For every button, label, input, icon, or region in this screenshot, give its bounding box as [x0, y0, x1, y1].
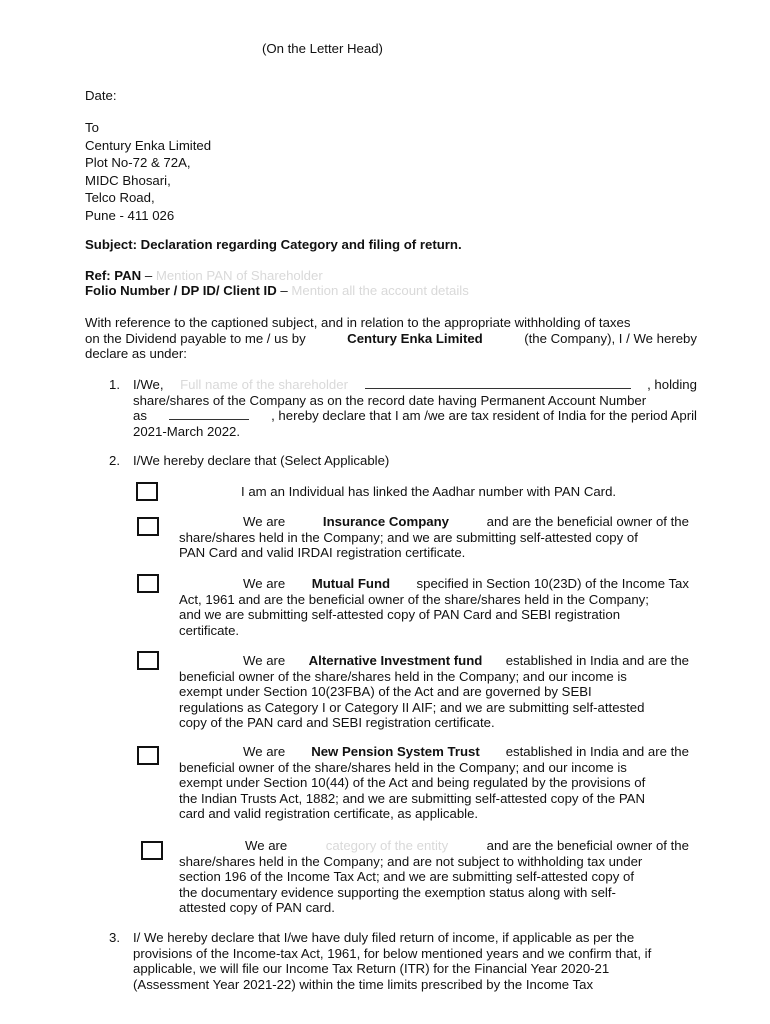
folio-placeholder-field[interactable]: Mention all the account details	[291, 283, 469, 298]
entity-category-field[interactable]: category of the entity	[325, 838, 449, 853]
letterhead-note: (On the Letter Head)	[262, 41, 383, 56]
intro-line-3: declare as under:	[85, 346, 187, 361]
date-label: Date:	[85, 88, 117, 103]
other-entity-checkbox[interactable]	[141, 841, 163, 860]
shareholder-name-underline	[365, 377, 631, 389]
intro-line-1: With reference to the captioned subject, and in relation to the appropriate withholding of taxes	[85, 315, 631, 330]
intro-paragraph: With reference to the captioned subject, and in relation to the appropriate withholding of taxes on the Dividend payable to me / us by Century Enka Limited (the Company), I / We hereby declare as under:	[85, 315, 697, 361]
address-to: To	[85, 120, 99, 135]
pan-placeholder-field[interactable]: Mention PAN of Shareholder	[155, 268, 323, 283]
ref-folio-label: Folio Number / DP ID/ Client ID	[85, 283, 277, 298]
address-plot: Plot No-72 & 72A,	[85, 155, 191, 171]
alternative-investment-fund-checkbox[interactable]	[137, 651, 159, 670]
individual-checkbox[interactable]	[136, 482, 158, 501]
address-company: Century Enka Limited	[85, 137, 212, 153]
ref-folio-line	[85, 283, 469, 299]
option-other-entity-paragraph: We are category of the entity and are the beneficial owner of the share/shares held in the Company; and are not subject to withholding tax under section 196 of the Income Tax Act; and we are submitting self-attested copy of the documentary evidence supporting the exemption status along with self- attested copy of PAN card.	[179, 838, 689, 915]
address-midc: MIDC Bhosari,	[85, 172, 171, 188]
address-road: Telco Road,	[85, 190, 155, 206]
company-name-bold: Century Enka Limited	[347, 330, 483, 346]
insurance-company-checkbox[interactable]	[137, 517, 159, 536]
ref-pan-dash: –	[141, 268, 156, 283]
item3-number: 3.	[109, 930, 120, 945]
item2-text: I/We hereby declare that (Select Applicable)	[133, 453, 390, 468]
pan-number-blank[interactable]	[169, 408, 249, 420]
address-block	[85, 119, 211, 225]
option-individual-text: I am an Individual has linked the Aadhar number with PAN Card.	[241, 484, 617, 499]
ref-pan-line	[85, 268, 323, 284]
ref-folio-dash: –	[276, 283, 292, 298]
mutual-fund-checkbox[interactable]	[137, 574, 159, 593]
option-insurance-paragraph: We are Insurance Company and are the beneficial owner of the share/shares held in the Company; and we are submitting self-attested copy of PAN Card and valid IRDAI registration certificate.	[179, 514, 689, 560]
option-nps-paragraph: We are New Pension System Trust established in India and are the beneficial owner of the share/shares held in the Company; and our income is exempt under Section 10(44) of the Act and being regulated by the provisions of the Indian Trusts Act, 1882; and we are submitting self-attested copy of the PAN card and valid registration certificate, as applicable.	[179, 744, 689, 821]
new-pension-system-trust-checkbox[interactable]	[137, 746, 159, 765]
item1-paragraph: I/We, Full name of the shareholder , holding share/shares of the Company as on the record date having Permanent Account Number as , hereby declare that I am /we are tax resident of India for the period April 2021-March 2022.	[133, 377, 697, 439]
item1-number: 1.	[109, 377, 120, 392]
ref-pan-label: Ref: PAN	[85, 268, 142, 283]
item3-paragraph: I/ We hereby declare that I/we have duly filed return of income, if applicable as per the provisions of the Income-tax Act, 1961, for below mentioned years and we confirm that, if applicable, we will file our Income Tax Return (ITR) for the Financial Year 2020-21 (Assessment Year 2021-22) within the time limits prescribed by the Income Tax	[133, 930, 652, 992]
subject-line: Subject: Declaration regarding Category and filing of return.	[85, 237, 462, 252]
shareholder-name-field[interactable]: Full name of the shareholder	[180, 377, 348, 392]
item2-number: 2.	[109, 453, 120, 468]
address-city: Pune - 411 026	[85, 207, 175, 223]
option-aif-paragraph: We are Alternative Investment fund established in India and are the beneficial owner of the share/shares held in the Company; and our income is exempt under Section 10(23FBA) of the Act and are governed by SEBI regulations as Category I or Category II AIF; and we are submitting self-attested copy of the PAN card and SEBI registration certificate.	[179, 653, 689, 730]
option-mutual-fund-paragraph: We are Mutual Fund specified in Section 10(23D) of the Income Tax Act, 1961 and are the beneficial owner of the share/shares held in the Company; and we are submitting self-attested copy of PAN Card and SEBI registration certificate.	[179, 576, 689, 638]
